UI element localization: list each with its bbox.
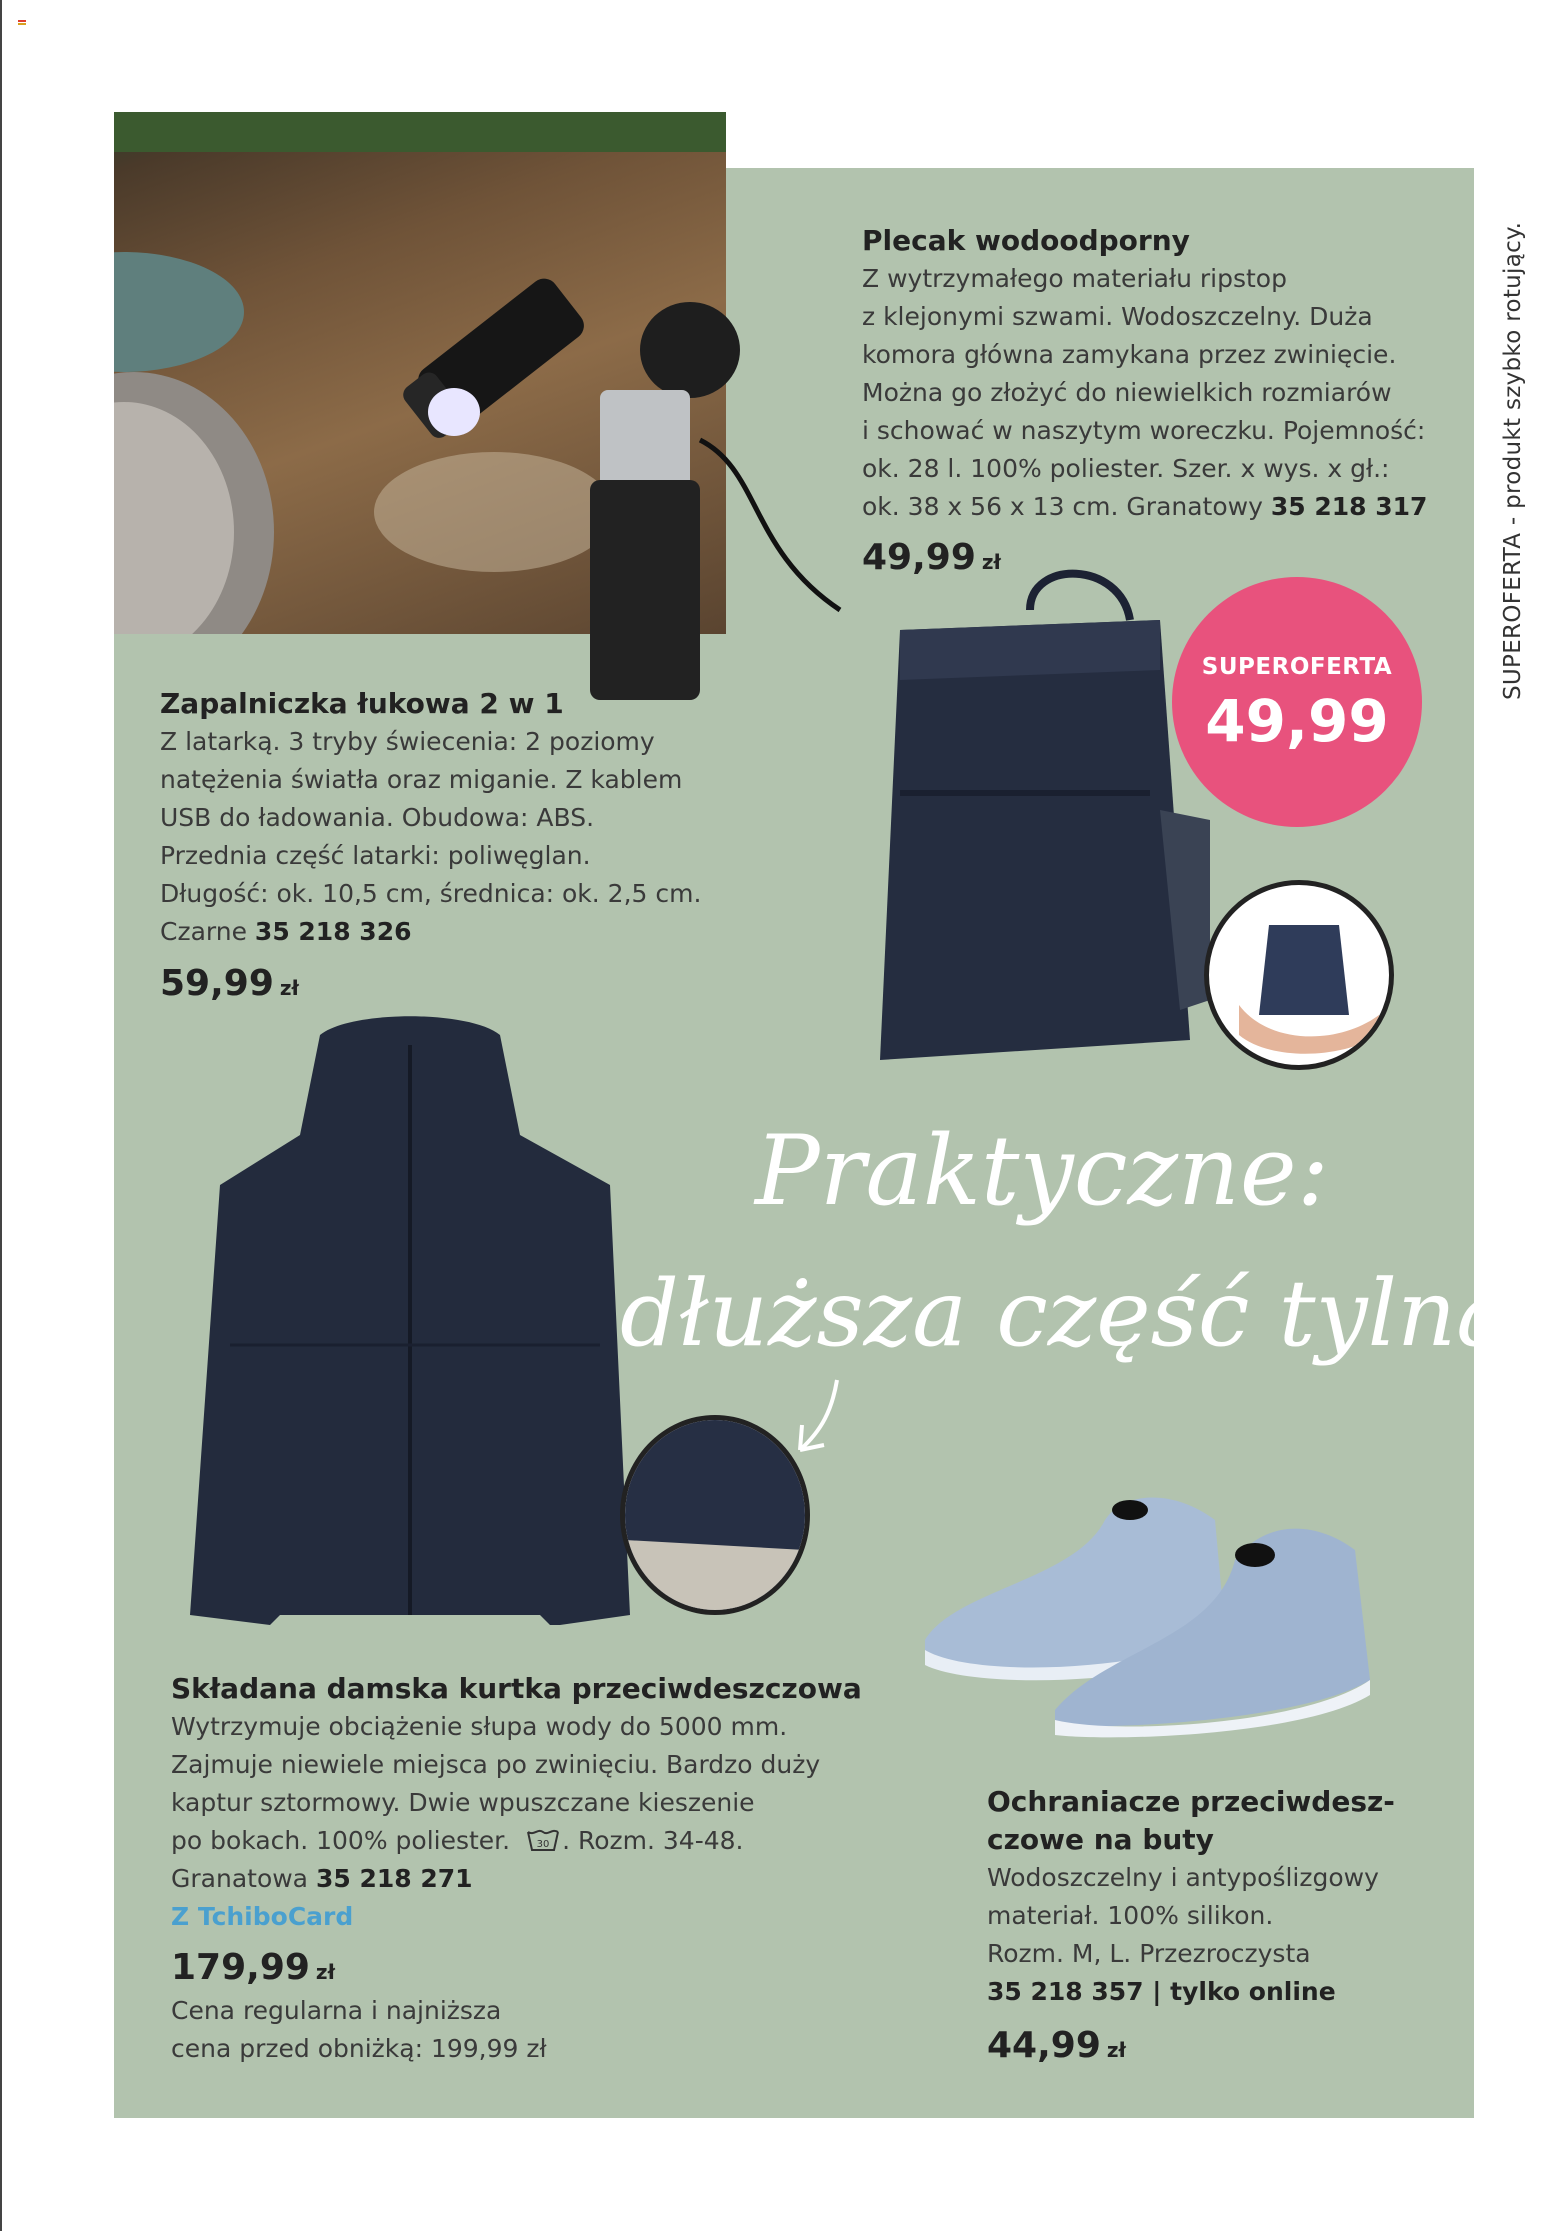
pouch-icon <box>1209 885 1389 1065</box>
separator: | <box>1152 1977 1162 2006</box>
lighter-title: Zapalniczka łukowa 2 w 1 <box>160 687 564 720</box>
jacket-price: 179,99 zł <box>171 1947 335 1988</box>
shoe-covers-image <box>915 1480 1385 1750</box>
shoe-covers-description <box>987 1783 1457 2011</box>
jacket-line: Wytrzymuje obciążenie słupa wody do 5000 mm. <box>171 1712 788 1741</box>
backpack-color: ok. 38 x 56 x 13 cm. Granatowy <box>862 492 1263 521</box>
jacket-material: po bokach. 100% poliester. <box>171 1826 511 1855</box>
lighter-line: natężenia światła oraz miganie. Z kablem <box>160 765 683 794</box>
jacket-description <box>171 1670 951 1936</box>
svg-text:30: 30 <box>536 1839 550 1850</box>
shoe-covers-line: Rozm. M, L. Przezroczysta <box>987 1939 1311 1968</box>
jacket-line: kaptur sztormowy. Dwie wpuszczane kieszenie <box>171 1788 755 1817</box>
badge-label: SUPEROFERTA <box>1201 654 1393 680</box>
wash-30-icon <box>526 1828 560 1852</box>
lighter-color: Czarne <box>160 917 247 946</box>
backpack-line: komora główna zamykana przez zwinięcie. <box>862 340 1397 369</box>
shoe-covers-line: Wodoszczelny i antypoślizgowy <box>987 1863 1379 1892</box>
jacket-line: Zajmuje niewiele miejsca po zwinięciu. Bardzo duży <box>171 1750 821 1779</box>
backpack-title: Plecak wodoodporny <box>862 224 1190 257</box>
superoferta-badge <box>1172 577 1422 827</box>
lighter-code: 35 218 326 <box>254 917 412 946</box>
backpack-line: Z wytrzymałego materiału ripstop <box>862 264 1287 293</box>
jacket-back-detail <box>620 1415 810 1615</box>
jacket-regular-price-note: Cena regularna i najniższa cena przed obniżką: 199,99 zł <box>171 1996 547 2063</box>
shoe-covers-title: Ochraniacze przeciwdesz- <box>987 1785 1395 1818</box>
lighter-description <box>160 685 760 951</box>
backpack-line: i schować w naszytym woreczku. Pojemność: <box>862 416 1426 445</box>
lighter-line: Długość: ok. 10,5 cm, średnica: ok. 2,5 cm. <box>160 879 702 908</box>
backpack-line: ok. 28 l. 100% poliester. Szer. x wys. x gł.: <box>862 454 1390 483</box>
menu-icon[interactable] <box>18 20 26 27</box>
lighter-price: 59,99 zł <box>160 963 299 1004</box>
backpack-line: z klejonymi szwami. Wodoszczelny. Duża <box>862 302 1373 331</box>
jacket-color: Granatowa <box>171 1864 308 1893</box>
page-edge <box>0 0 2 2231</box>
jacket-code: 35 218 271 <box>315 1864 473 1893</box>
shoe-covers-title: czowe na buty <box>987 1823 1214 1856</box>
online-only-label: tylko online <box>1170 1977 1336 2006</box>
backpack-line: Można go złożyć do niewielkich rozmiarów <box>862 378 1392 407</box>
shoe-covers-price: 44,99 zł <box>987 2025 1126 2066</box>
jacket-sizes: . Rozm. 34-48. <box>562 1826 744 1855</box>
lighter-image <box>580 290 780 720</box>
lighter-line: USB do ładowania. Obudowa: ABS. <box>160 803 595 832</box>
tchibocard-label[interactable]: Z TchiboCard <box>171 1902 354 1931</box>
jacket-title: Składana damska kurtka przeciwdeszczowa <box>171 1672 862 1705</box>
lighter-line: Z latarką. 3 tryby świecenia: 2 poziomy <box>160 727 655 756</box>
backpack-image <box>860 560 1220 1120</box>
headline-line2: dłuższa część tylna <box>620 1260 1512 1367</box>
shoe-covers-line: materiał. 100% silikon. <box>987 1901 1274 1930</box>
backpack-code: 35 218 317 <box>1270 492 1428 521</box>
headline-line1: Praktyczne: <box>755 1115 1330 1227</box>
pouch-detail <box>1204 880 1394 1070</box>
backpack-price: 49,99 zł <box>862 537 1001 578</box>
shoe-covers-code: 35 218 357 <box>987 1977 1144 2006</box>
lighter-line: Przednia część latarki: poliwęglan. <box>160 841 591 870</box>
backpack-description <box>862 222 1462 526</box>
jacket-detail-icon <box>625 1420 805 1610</box>
jacket-image <box>190 1015 650 1645</box>
badge-value: 49,99 <box>1205 687 1389 755</box>
side-note: SUPEROFERTA - produkt szybko rotujący. <box>1500 221 1526 700</box>
